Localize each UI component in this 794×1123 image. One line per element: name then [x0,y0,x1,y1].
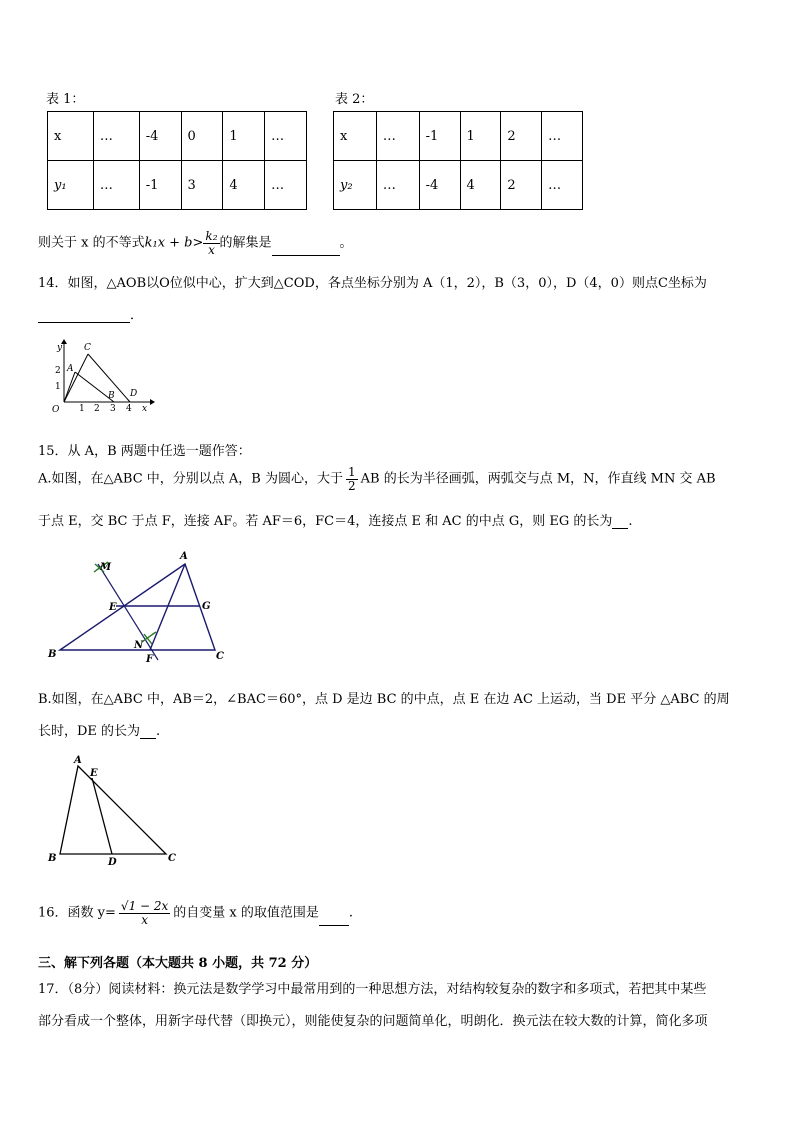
table-cell: 4 [223,161,265,210]
q15-b-answer-blank[interactable] [140,724,156,739]
q14-text: 14．如图，△AOB以O位似中心，扩大到△COD，各点坐标分别为 A（1，2），B（3，0），D（4，0）则点C坐标为 [38,276,707,291]
table-cell: -1 [139,161,181,210]
point-e-label: E [90,768,98,779]
q13-expr: k₁x + b [144,235,193,251]
table-row [48,161,307,210]
q13-suffix: 的解集是 [219,235,272,251]
q16-fraction [119,900,170,926]
segment-oa [64,372,75,402]
point-d-label: D [130,389,138,399]
q15-a-end: . [628,514,633,529]
q15-a-half-fraction [346,466,358,492]
q13-inequality-line [38,230,353,256]
q13-frac-den: x [208,242,215,257]
segment-af [150,564,185,650]
table1 [47,111,307,210]
q13-gt: > [192,235,204,251]
point-b-label: B [48,649,57,660]
table-cell: … [265,112,307,161]
origin-label: O [52,405,60,414]
table-cell: … [542,112,583,161]
point-m-label: M [100,562,112,573]
table-cell: … [265,161,307,210]
q15-a-frac-den: 2 [348,478,356,493]
q16-pre: 16．函数 y= [38,905,116,921]
table2 [333,111,583,210]
q15-a-line1 [38,466,716,492]
point-a-label: A [67,364,74,374]
table-cell: 2 [501,161,542,210]
tick-x3: 3 [110,404,116,414]
tick-y1: 1 [55,382,61,392]
q16-frac-num: √1 − 2x [120,899,169,913]
q16-line [38,900,353,926]
point-b-label: B [108,391,115,401]
point-d-label: D [108,857,117,867]
q16-answer-blank[interactable] [319,911,349,926]
tick-x1: 1 [79,404,85,414]
q13-end: 。 [339,235,353,251]
q16-post: 的自变量 x 的取值范围是 [173,905,319,921]
table-cell: x [334,112,377,161]
q15-b-line2 [38,720,160,739]
point-a-label: A [180,551,188,562]
q14-answer-blank[interactable] [38,308,130,323]
table-cell: 4 [460,161,501,210]
q13-frac-num: k₂ [205,229,218,243]
table-row [334,112,583,161]
x-axis-arrow [150,399,155,405]
table-cell: y₂ [334,161,377,210]
table-row [48,112,307,161]
section3-title: 三、解下列各题（本大题共 8 小题，共 72 分） [38,956,318,971]
point-g-label: G [202,601,211,612]
table-cell: 1 [460,112,501,161]
table-cell: x [48,112,94,161]
segment-oc [64,354,88,402]
point-c-label: C [84,343,91,353]
q15-a-text-2: 于点 E，交 BC 于点 F，连接 AF。若 AF＝6，FC＝4，连接点 E 和 AC 的中点 G，则 EG 的长为 [38,514,613,529]
q15-intro: 15．从 A，B 两题中任选一题作答： [38,444,251,459]
table1-title: 表 1： [46,92,85,107]
table2-title: 表 2： [335,92,374,107]
q17-line2: 部分看成一个整体，用新字母代替（即换元），则能使复杂的问题简单化，明朗化．换元法在较大数的计算，简化多项 [38,1014,708,1029]
q15-b-figure [40,752,190,867]
table-cell: y₁ [48,161,94,210]
tick-x2: 2 [94,404,100,414]
q13-prefix: 则关于 x 的不等式 [38,235,145,251]
q15-b-line1: B.如图，在△ABC 中，AB＝2，∠BAC＝60°，点 D 是边 BC 的中点，点 E 在边 AC 上运动，当 DE 平分 △ABC 的周 [38,692,730,707]
q15-a-frac-num: 1 [348,465,356,479]
table-cell: … [93,112,139,161]
point-n-label: N [134,640,144,651]
q15-a-line2 [38,510,633,529]
point-c-label: C [216,651,224,662]
table-row [334,161,583,210]
q15-a-figure [40,550,240,670]
q14-figure [44,338,156,414]
table-cell: -4 [139,112,181,161]
table-cell: 2 [501,112,542,161]
q15-b-text-2: 长时，DE 的长为 [38,724,141,739]
table-cell: 3 [181,161,223,210]
q14-end: ． [130,308,144,323]
table-cell: 1 [223,112,265,161]
q15-a-text-pre: A.如图，在△ABC 中，分别以点 A，B 为圆心，大于 [38,471,343,487]
x-label: x [142,404,148,414]
q15-a-answer-blank[interactable] [612,514,628,529]
table-cell: -1 [419,112,460,161]
q16-end: . [348,905,354,921]
point-b-label: B [48,853,57,864]
line-mn [98,564,158,660]
q14-answer-line [38,304,143,323]
y-label: y [57,343,63,353]
point-f-label: F [146,654,154,665]
q17-line1: 17．（8分）阅读材料：换元法是数学学习中最常用到的一种思想方法，对结构较复杂的数字和多项式，若把其中某些 [38,982,707,997]
table-cell: … [376,112,419,161]
table-cell: … [376,161,419,210]
q13-answer-blank[interactable] [272,241,340,256]
table-cell: 0 [181,112,223,161]
tick-y2: 2 [55,366,61,376]
q15-b-end: . [156,724,161,739]
q13-fraction [203,230,219,256]
q15-a-text-post: AB 的长为半径画弧，两弧交与点 M，N，作直线 MN 交 AB [360,471,716,487]
triangle-abc [60,564,215,650]
triangle-abc [60,766,166,854]
tick-x4: 4 [126,404,132,414]
q16-frac-den: x [141,912,148,927]
table-cell: … [542,161,583,210]
table-cell: … [93,161,139,210]
point-a-label: A [74,755,82,766]
point-c-label: C [168,853,176,864]
table-cell: -4 [419,161,460,210]
point-e-label: E [109,602,117,613]
